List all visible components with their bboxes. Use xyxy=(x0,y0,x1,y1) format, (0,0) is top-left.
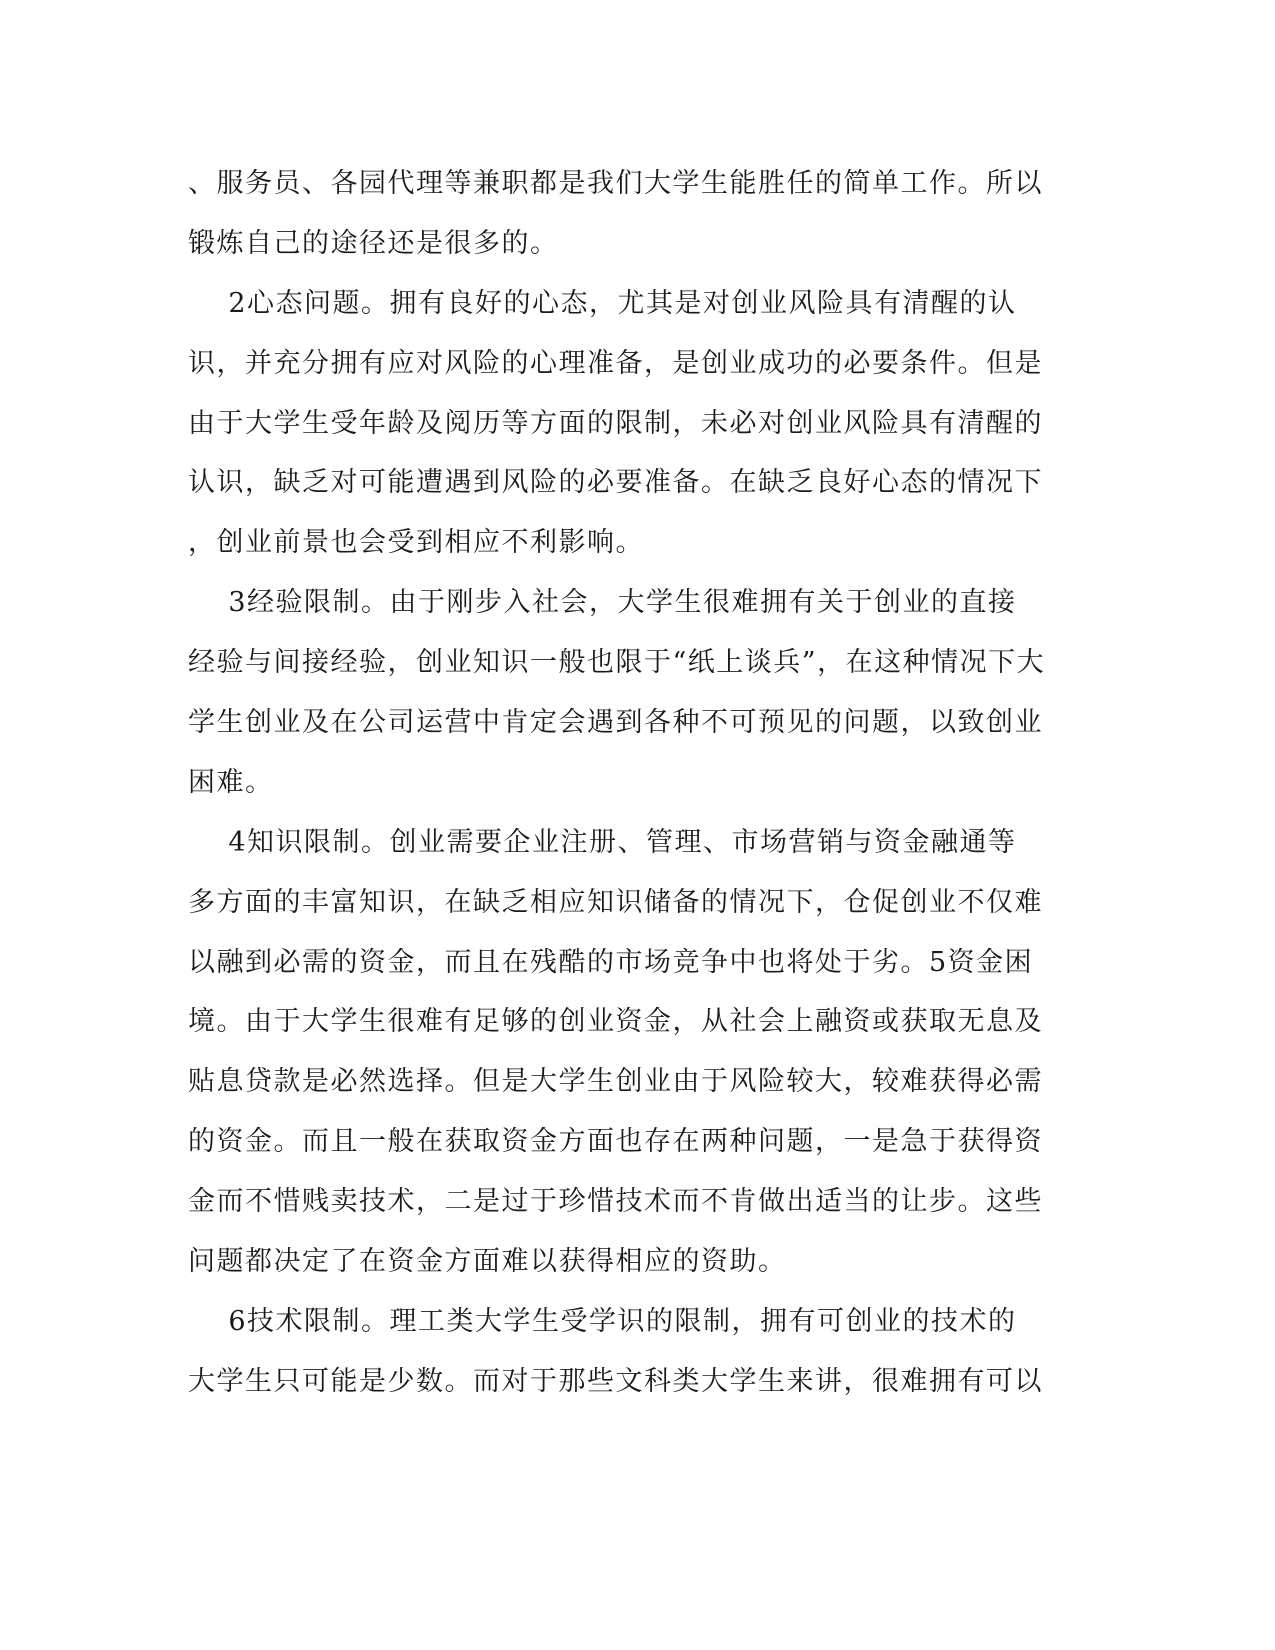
text-line: ，创业前景也会受到相应不利影响。 xyxy=(188,527,644,559)
text-line: 经验与间接经验，创业知识一般也限于“纸上谈兵”，在这种情况下大 xyxy=(188,647,1046,679)
text-line: 、服务员、各园代理等兼职都是我们大学生能胜任的简单工作。所以 xyxy=(188,168,1043,199)
text-line: 大学生只可能是少数。而对于那些文科类大学生来讲，很难拥有可以 xyxy=(188,1365,1043,1397)
text-line: 问题都决定了在资金方面难以获得相应的资助。 xyxy=(188,1246,787,1278)
text-line: 6技术限制。理工类大学生受学识的限制，拥有可创业的技术的 xyxy=(188,1305,1017,1337)
text-line: 识，并充分拥有应对风险的心理准备，是创业成功的必要条件。但是 xyxy=(188,347,1043,379)
text-line: 2心态问题。拥有良好的心态，尤其是对创业风险具有清醒的认 xyxy=(188,287,1017,319)
text-line: 以融到必需的资金，而且在残酷的市场竞争中也将处于劣。5资金困 xyxy=(188,946,1034,978)
text-line: 困难。 xyxy=(188,766,274,798)
text-line: 3经验限制。由于刚步入社会，大学生很难拥有关于创业的直接 xyxy=(188,587,1017,619)
text-line: 的资金。而且一般在获取资金方面也存在两种问题，一是急于获得资 xyxy=(188,1126,1043,1158)
body-text xyxy=(188,161,1068,1419)
text-line: 贴息贷款是必然选择。但是大学生创业由于风险较大，较难获得必需 xyxy=(188,1066,1043,1098)
text-line: 4知识限制。创业需要企业注册、管理、市场营销与资金融通等 xyxy=(188,826,1017,858)
text-line: 由于大学生受年龄及阅历等方面的限制，未必对创业风险具有清醒的 xyxy=(188,407,1043,439)
text-line: 多方面的丰富知识，在缺乏相应知识储备的情况下，仓促创业不仅难 xyxy=(188,886,1043,918)
text-line: 学生创业及在公司运营中肯定会遇到各种不可预见的问题，以致创业 xyxy=(188,707,1043,739)
text-line: 认识，缺乏对可能遭遇到风险的必要准备。在缺乏良好心态的情况下 xyxy=(188,467,1043,499)
text-line: 锻炼自己的途径还是很多的。 xyxy=(188,227,559,259)
text-line: 境。由于大学生很难有足够的创业资金，从社会上融资或获取无息及 xyxy=(188,1006,1043,1038)
text-line: 金而不惜贱卖技术，二是过于珍惜技术而不肯做出适当的让步。这些 xyxy=(188,1186,1043,1218)
